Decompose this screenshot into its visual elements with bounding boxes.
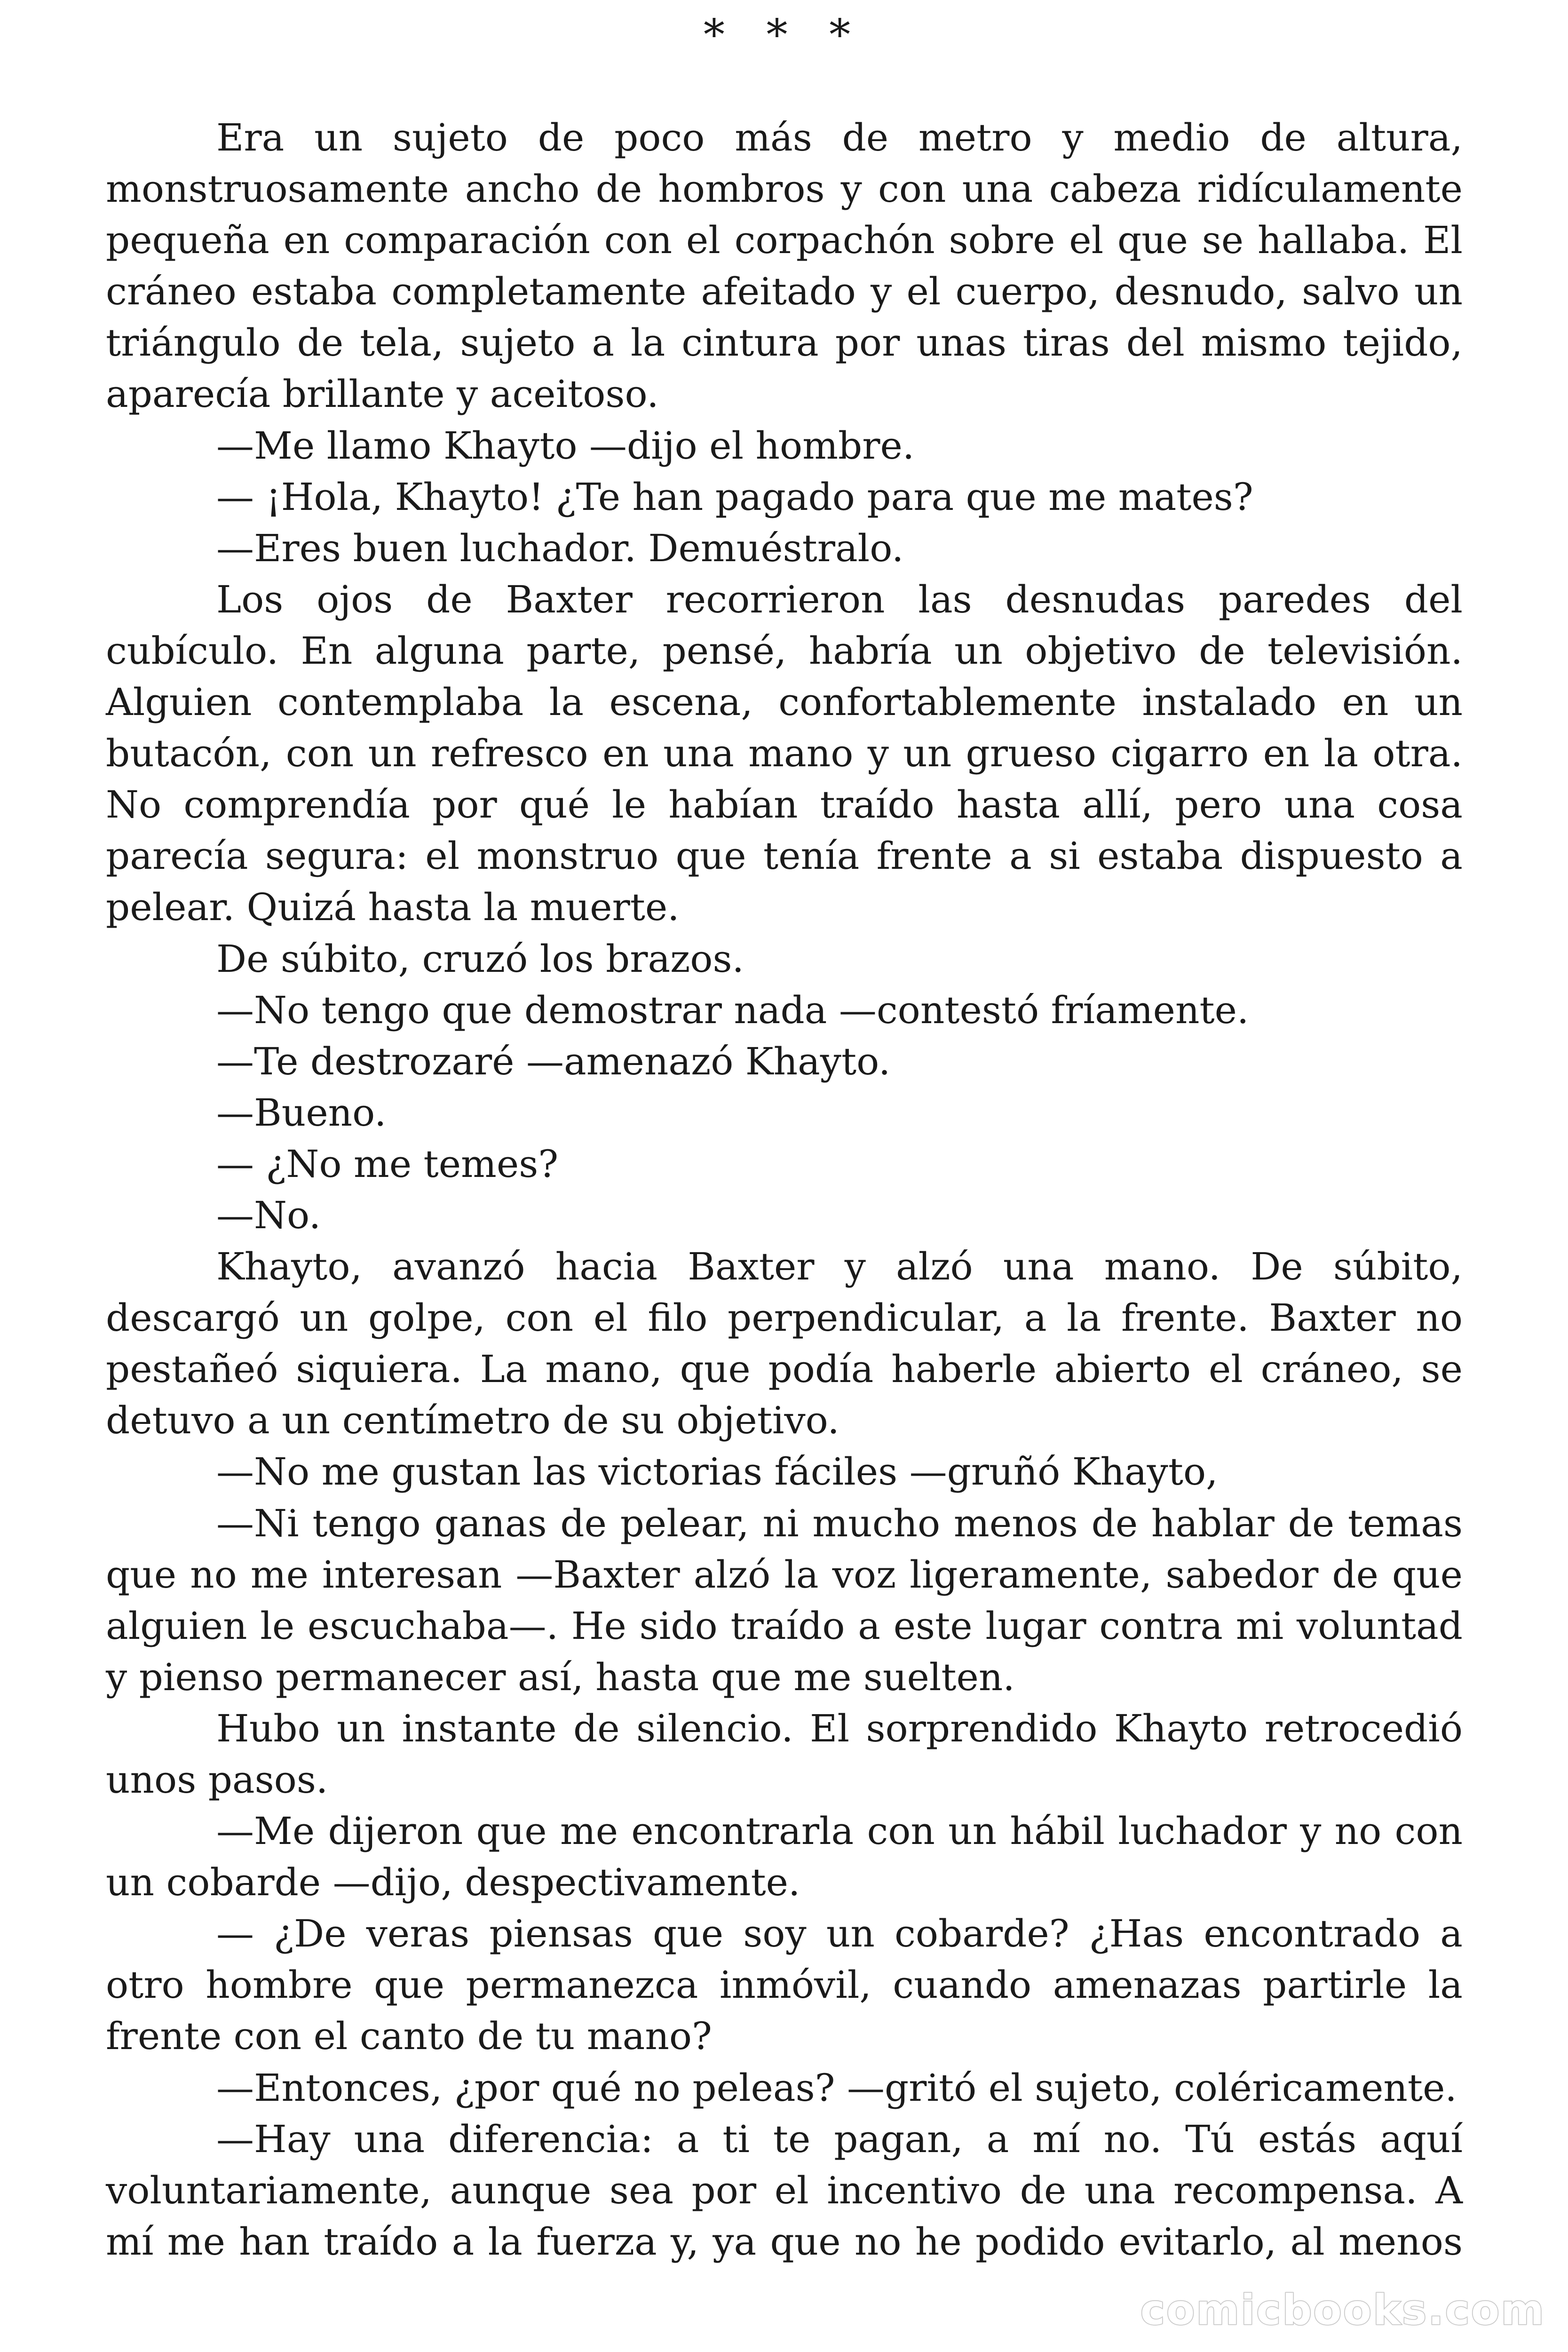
text-body — [106, 112, 1463, 2267]
paragraph: Los ojos de Baxter recorrieron las desnudas paredes del cubículo. En alguna parte, pensé, habría un objetivo de televisión. Alguien contemplaba la escena, confortablemente instalado en un butacón, con un refresco en una mano y un grueso cigarro en la otra. No comprendía por qué le habían traído hasta allí, pero una cosa parecía segura: el monstruo que tenía frente a si estaba dispuesto a pelear. Quizá hasta la muerte. — [106, 577, 1463, 930]
paragraph: De súbito, cruzó los brazos. — [216, 937, 744, 981]
section-break: * * * — [703, 10, 865, 60]
paragraph: — ¿De veras piensas que soy un cobarde? ¿Has encontrado a otro hombre que permanezca inmóvil, cuando amenazas partirle la frente con el canto de tu mano? — [106, 1912, 1463, 2058]
paragraph: —No me gustan las victorias fáciles —gruñó Khayto, — [216, 1450, 1218, 1494]
paragraph: — ¿No me temes? — [216, 1142, 559, 1186]
paragraph: —Me llamo Khayto —dijo el hombre. — [216, 423, 915, 468]
paragraph: —Me dijeron que me encontrarla con un hábil luchador y no con un cobarde —dijo, despectivamente. — [106, 1809, 1463, 1905]
paragraph: —Eres buen luchador. Demuéstralo. — [216, 526, 904, 570]
paragraph: Khayto, avanzó hacia Baxter y alzó una mano. De súbito, descargó un golpe, con el filo perpendicular, a la frente. Baxter no pestañeó siquiera. La mano, que podía haberle abierto el cráneo, se detuvo a un centímetro de su objetivo. — [106, 1245, 1463, 1443]
paragraph: —Ni tengo ganas de pelear, ni mucho menos de hablar de temas que no me interesan —Baxter alzó la voz ligeramente, sabedor de que alguien le escuchaba—. He sido traído a este lugar contra mi voluntad y pienso permanecer así, hasta que me suelten. — [106, 1501, 1463, 1699]
paragraph: —Hay una diferencia: a ti te pagan, a mí no. Tú estás aquí voluntariamente, aunque sea por el incentivo de una recompensa. A mí me han traído a la fuerza y, ya que no he podido evitarlo, al menos — [106, 2117, 1463, 2264]
watermark-logo: comicbooks.com — [1140, 2286, 1545, 2334]
paragraph: —No. — [216, 1193, 321, 1237]
paragraph: —Te destrozaré —amenazó Khayto. — [216, 1039, 891, 1083]
paragraph: Era un sujeto de poco más de metro y medio de altura, monstruosamente ancho de hombros y con una cabeza ridículamente pequeña en comparación con el corpachón sobre el que se hallaba. El cráneo estaba completamente afeitado y el cuerpo, desnudo, salvo un triángulo de tela, sujeto a la cintura por unas tiras del mismo tejido, aparecía brillante y aceitoso. — [106, 116, 1463, 416]
paragraph: —Bueno. — [216, 1090, 387, 1135]
paragraph: —Entonces, ¿por qué no peleas? —gritó el sujeto, coléricamente. — [216, 2066, 1457, 2110]
paragraph: — ¡Hola, Khayto! ¿Te han pagado para que me mates? — [216, 475, 1253, 519]
paragraph: Hubo un instante de silencio. El sorprendido Khayto retrocedió unos pasos. — [106, 1706, 1463, 1802]
paragraph: —No tengo que demostrar nada —contestó fríamente. — [216, 988, 1249, 1032]
